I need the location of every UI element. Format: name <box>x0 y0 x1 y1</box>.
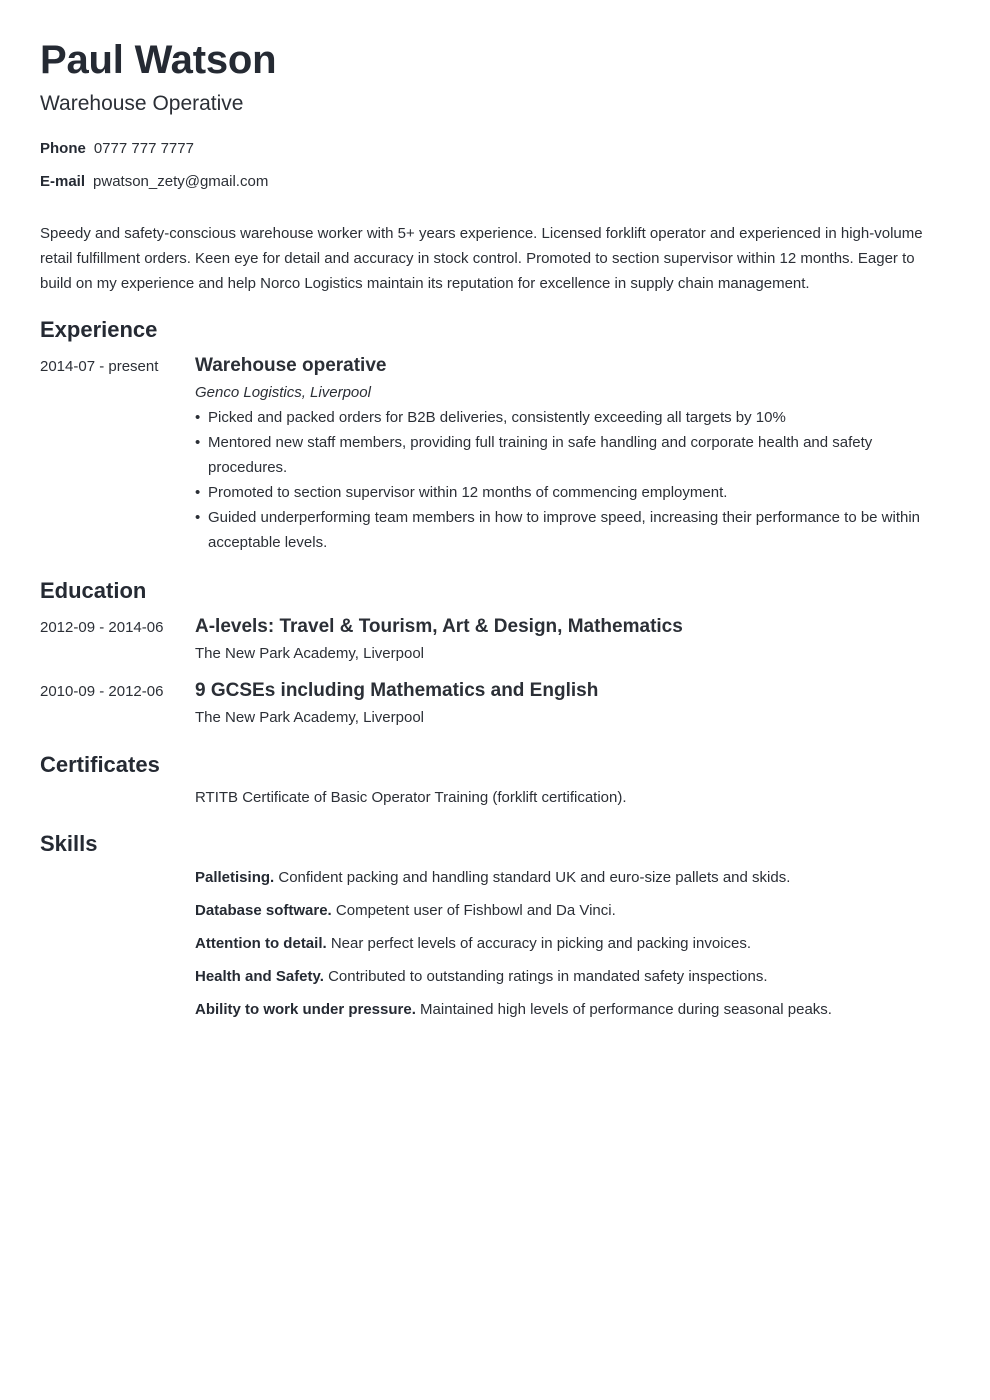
education-degree: A-levels: Travel & Tourism, Art & Design, Mathematics <box>195 616 683 637</box>
skill-item <box>195 999 950 1021</box>
skills-heading: Skills <box>40 831 98 856</box>
education-degree: 9 GCSEs including Mathematics and English <box>195 680 599 701</box>
education-school: The New Park Academy, Liverpool <box>195 709 424 726</box>
education-body <box>195 678 950 729</box>
skills-section <box>40 830 950 1021</box>
experience-entry <box>40 353 950 555</box>
experience-heading: Experience <box>40 317 158 342</box>
education-date: 2012-09 - 2014-06 <box>40 619 164 636</box>
candidate-title: Warehouse Operative <box>40 92 244 115</box>
contact-email <box>40 172 950 192</box>
profile-summary: Speedy and safety-conscious warehouse worker with 5+ years experience. Licensed forklift operator and experienced in high-volume retail fulfillment orders. Keen eye for detail and accuracy in stock control. Promoted to section supervisor within 12 months. Eager to build on my experience and help Norco Logistics maintain its reputation for excellence in supply chain management. <box>40 225 923 292</box>
skill-name: Database software. <box>195 902 332 919</box>
skill-item <box>195 966 950 988</box>
certificate-item: RTITB Certificate of Basic Operator Training (forklift certification). <box>195 789 627 806</box>
experience-bullet: • Guided underperforming team members in how to improve speed, increasing their performance to be within acceptable levels. <box>195 505 950 555</box>
education-school: The New Park Academy, Liverpool <box>195 645 424 662</box>
skill-item <box>195 867 950 889</box>
education-body <box>195 614 950 665</box>
experience-bullet: • Promoted to section supervisor within 12 months of commencing employment. <box>195 480 950 505</box>
contact-email-value[interactable]: pwatson_zety@gmail.com <box>93 173 269 190</box>
experience-body <box>195 353 950 555</box>
experience-bullets <box>195 405 950 555</box>
skill-name: Palletising. <box>195 869 275 886</box>
skill-desc: Confident packing and handling standard UK and euro-size pallets and skids. <box>274 869 791 886</box>
experience-job-title: Warehouse operative <box>195 355 387 376</box>
skill-name: Health and Safety. <box>195 968 324 985</box>
contact-email-label: E-mail <box>40 173 86 190</box>
certificates-heading: Certificates <box>40 752 160 777</box>
experience-bullet: • Picked and packed orders for B2B deliveries, consistently exceeding all targets by 10% <box>195 405 950 430</box>
skill-item <box>195 900 950 922</box>
contact-phone-label: Phone <box>40 140 86 157</box>
experience-section <box>40 316 950 555</box>
education-heading: Education <box>40 578 147 603</box>
skill-desc: Contributed to outstanding ratings in mandated safety inspections. <box>323 968 768 985</box>
skills-list <box>195 867 950 1021</box>
education-entry <box>40 614 950 665</box>
contact-phone <box>40 139 950 159</box>
candidate-name: Paul Watson <box>40 38 277 82</box>
education-entry <box>40 678 950 729</box>
skill-desc: Competent user of Fishbowl and Da Vinci. <box>331 902 616 919</box>
skill-desc: Maintained high levels of performance during seasonal peaks. <box>415 1001 832 1018</box>
education-section <box>40 577 950 729</box>
skill-desc: Near perfect levels of accuracy in picking and packing invoices. <box>326 935 752 952</box>
contact-block <box>40 139 950 192</box>
skill-item <box>195 933 950 955</box>
contact-phone-value[interactable]: 0777 777 7777 <box>93 140 194 157</box>
skill-name: Ability to work under pressure. <box>195 1001 416 1018</box>
education-date: 2010-09 - 2012-06 <box>40 683 164 700</box>
experience-company: Genco Logistics, Liverpool <box>195 384 371 401</box>
experience-bullet: • Mentored new staff members, providing full training in safe handling and corporate health and safety procedures. <box>195 430 950 480</box>
certificates-section <box>40 751 950 809</box>
skill-name: Attention to detail. <box>195 935 327 952</box>
experience-date: 2014-07 - present <box>40 358 159 375</box>
